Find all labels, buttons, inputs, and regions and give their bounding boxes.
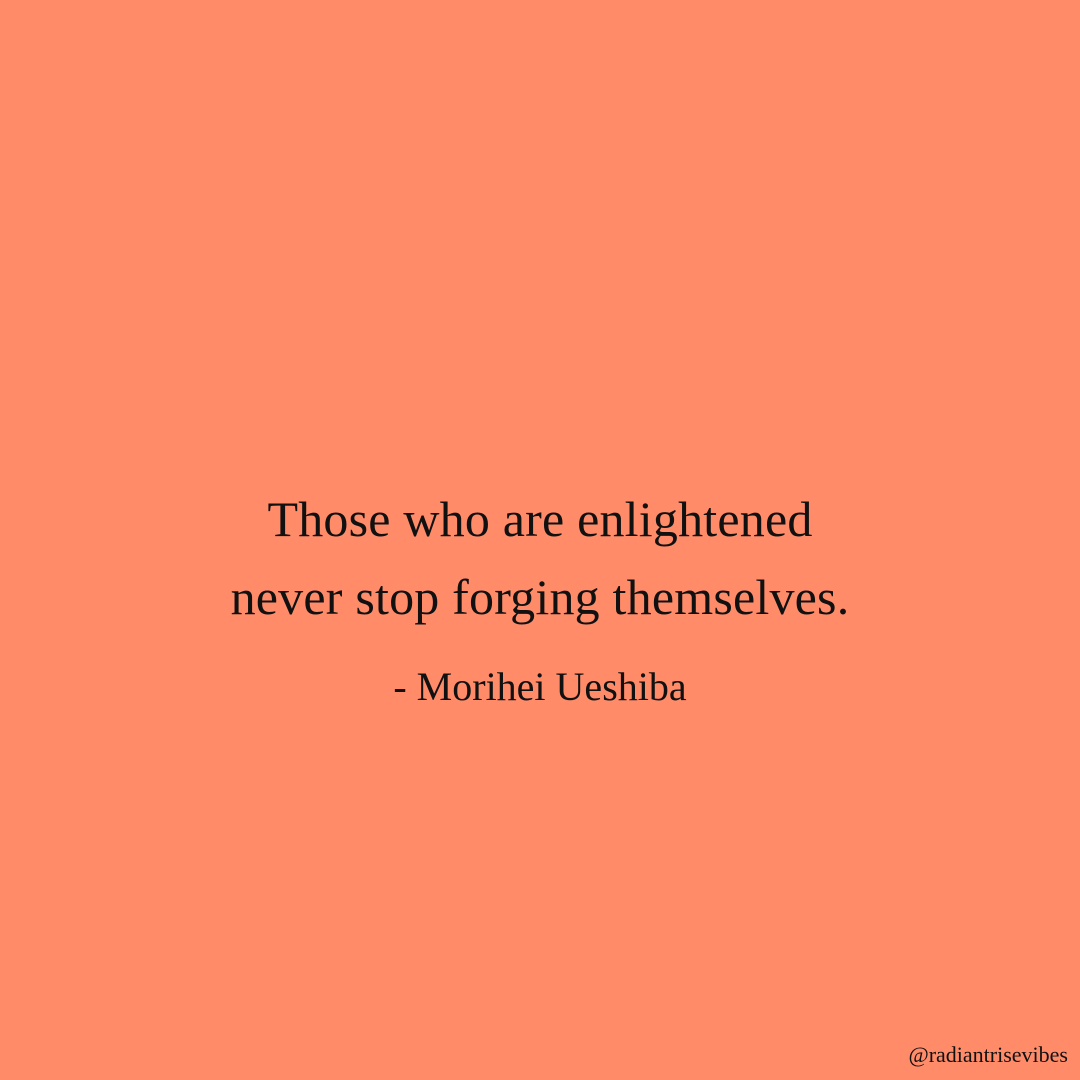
quote-line-2: never stop forging themselves.	[230, 569, 850, 625]
social-handle: @radiantrisevibes	[908, 1042, 1068, 1067]
quote-line-1: Those who are enlightened	[267, 491, 813, 547]
quote-author: - Morihei Ueshiba	[393, 664, 687, 709]
